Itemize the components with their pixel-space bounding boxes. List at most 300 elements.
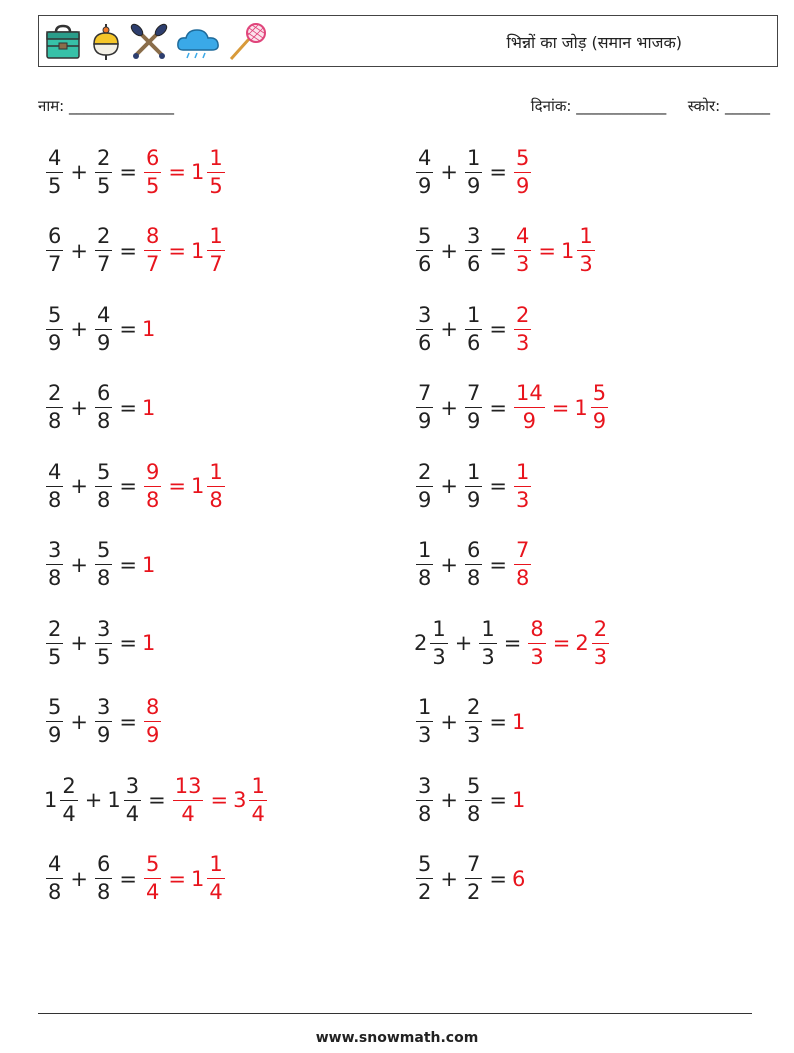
plus-sign: + — [70, 631, 88, 655]
answer-fraction — [142, 631, 156, 655]
denominator: 7 — [96, 252, 111, 276]
addend-a — [414, 697, 435, 746]
numerator: 7 — [416, 383, 433, 408]
fraction — [514, 459, 531, 512]
answer — [512, 710, 526, 734]
equals-sign: = — [168, 238, 186, 263]
fraction — [95, 697, 112, 746]
problem-item — [44, 687, 163, 757]
equals-sign: = — [148, 788, 166, 812]
butterfly-net-icon — [227, 22, 267, 62]
numerator: 4 — [416, 148, 433, 173]
denominator: 4 — [145, 880, 160, 904]
denominator: 7 — [209, 252, 223, 276]
equals-sign: = — [168, 474, 186, 498]
answer-fraction — [142, 553, 156, 577]
numerator: 1 — [430, 619, 447, 644]
problem-item — [414, 451, 533, 521]
numerator: 4 — [95, 305, 112, 330]
fraction — [207, 145, 224, 198]
fraction — [46, 459, 63, 512]
fraction — [46, 616, 63, 669]
equals-sign: = — [489, 788, 507, 812]
plus-sign: + — [70, 552, 88, 577]
numerator: 1 — [465, 305, 482, 330]
denominator: 8 — [96, 487, 111, 512]
denominator: 4 — [251, 801, 265, 826]
fraction — [465, 383, 482, 432]
addend-a — [44, 302, 65, 355]
problem-item — [44, 137, 227, 207]
answer-fraction — [512, 540, 533, 589]
equals-sign: = — [119, 160, 137, 184]
answer-fraction — [171, 773, 206, 826]
numerator: 5 — [416, 854, 433, 879]
fraction — [416, 383, 433, 432]
denominator: 3 — [579, 252, 593, 276]
numerator: 2 — [46, 619, 63, 644]
plus-sign: + — [440, 474, 458, 498]
numerator: 4 — [46, 462, 63, 487]
answer-fraction — [142, 697, 163, 746]
numerator: 3 — [46, 540, 63, 565]
numerator: 7 — [514, 540, 531, 565]
addend-a — [414, 854, 435, 903]
equals-sign: = — [489, 160, 507, 184]
answer-fraction — [526, 616, 547, 669]
fraction — [95, 854, 112, 903]
denominator: 6 — [418, 330, 432, 355]
denominator: 3 — [515, 487, 530, 512]
numerator: 2 — [514, 305, 531, 330]
fraction — [60, 773, 77, 826]
denominator: 8 — [466, 566, 481, 590]
problem-item — [44, 765, 269, 835]
problem-item — [414, 844, 526, 914]
fraction — [207, 854, 224, 903]
fraction — [416, 302, 433, 355]
plus-sign: + — [454, 631, 473, 655]
answer-mixed — [191, 854, 227, 903]
addend-b — [463, 459, 484, 512]
plus-sign: + — [440, 160, 458, 184]
answer — [142, 226, 227, 275]
addend-a — [414, 226, 435, 275]
fraction — [416, 226, 433, 275]
problem-item — [414, 373, 610, 443]
answer-fraction — [512, 383, 547, 432]
fraction — [144, 459, 161, 512]
numerator: 1 — [207, 226, 224, 251]
denominator: 3 — [432, 644, 446, 669]
numerator: 6 — [95, 383, 112, 408]
fraction — [207, 226, 224, 275]
addend-a — [414, 302, 435, 355]
answer-fraction — [142, 459, 163, 512]
denominator: 6 — [466, 252, 481, 276]
plus-sign: + — [70, 160, 88, 184]
addend-b — [463, 383, 484, 432]
addend-b — [93, 145, 114, 198]
answer-fraction — [512, 867, 526, 891]
addend-a — [44, 145, 65, 198]
numerator: 2 — [95, 226, 112, 251]
addend-a — [44, 540, 65, 589]
addend-b — [463, 145, 484, 198]
denominator: 8 — [48, 409, 62, 433]
answer-mixed — [191, 226, 227, 275]
answer — [142, 396, 156, 420]
addend-b — [107, 773, 143, 826]
answer-mixed — [574, 383, 610, 432]
denominator: 8 — [96, 566, 111, 590]
answer-fraction — [142, 317, 156, 341]
name-field — [38, 96, 174, 116]
addend-b — [463, 773, 484, 826]
equals-sign: = — [119, 395, 137, 420]
fraction — [416, 854, 433, 903]
numerator: 5 — [144, 854, 161, 879]
fraction — [577, 226, 594, 275]
addend-a — [44, 616, 65, 669]
problem-item — [414, 137, 533, 207]
numerator: 2 — [592, 619, 609, 644]
denominator: 3 — [466, 723, 481, 747]
fraction — [46, 540, 63, 589]
plus-sign: + — [70, 238, 88, 263]
plus-sign: + — [440, 395, 458, 420]
numerator: 6 — [95, 854, 112, 879]
addend-a — [44, 226, 65, 275]
answer-mixed — [561, 226, 597, 275]
numerator: 5 — [46, 305, 63, 330]
equals-sign: = — [503, 631, 522, 655]
problem-item — [414, 765, 526, 835]
denominator: 3 — [481, 644, 495, 669]
answer — [512, 867, 526, 891]
denominator: 4 — [209, 880, 223, 904]
numerator: 5 — [591, 383, 608, 408]
problem-item — [44, 530, 156, 600]
fraction — [249, 773, 266, 826]
addend-a — [44, 697, 65, 746]
fraction — [46, 145, 63, 198]
answer-mixed — [575, 616, 611, 669]
denominator: 9 — [522, 409, 537, 433]
plus-sign: + — [84, 788, 103, 812]
equals-sign: = — [489, 709, 507, 734]
fraction — [416, 540, 433, 589]
denominator: 3 — [593, 644, 608, 669]
numerator: 1 — [207, 148, 224, 173]
date-score-field — [531, 96, 770, 116]
equals-sign: = — [119, 552, 137, 577]
plus-sign: + — [440, 552, 458, 577]
denominator: 4 — [62, 801, 76, 826]
addend-a — [414, 540, 435, 589]
fraction — [514, 383, 545, 432]
addend-b — [93, 459, 114, 512]
answer — [512, 226, 597, 275]
problem-item — [414, 687, 526, 757]
fraction — [514, 302, 531, 355]
whole-number: 1 — [190, 238, 205, 263]
denominator: 9 — [145, 723, 160, 747]
date-blank: ____________ — [576, 97, 667, 115]
whole-number: 1 — [141, 631, 156, 655]
plus-sign: + — [70, 709, 88, 734]
denominator: 9 — [96, 723, 111, 747]
crossed-paddles-icon — [129, 22, 169, 62]
answer — [142, 317, 156, 341]
numerator: 13 — [173, 776, 204, 801]
denominator: 5 — [96, 173, 111, 198]
answer — [512, 459, 533, 512]
answer — [512, 383, 610, 432]
numerator: 2 — [95, 148, 112, 173]
answer-mixed — [190, 145, 227, 198]
addend-b — [93, 616, 114, 669]
denominator: 8 — [48, 566, 62, 590]
fraction — [46, 383, 63, 432]
addend-b — [463, 302, 484, 355]
denominator: 8 — [96, 880, 111, 904]
numerator: 6 — [144, 148, 161, 173]
equals-sign: = — [489, 866, 507, 891]
fraction — [465, 540, 482, 589]
numerator: 1 — [207, 462, 224, 487]
fraction — [416, 459, 433, 512]
denominator: 3 — [515, 330, 530, 355]
equals-sign: = — [552, 631, 571, 655]
worksheet-header — [38, 15, 778, 67]
fraction — [528, 616, 545, 669]
denominator: 9 — [48, 723, 62, 747]
fraction — [465, 773, 482, 826]
fraction — [173, 773, 204, 826]
addend-b — [93, 226, 114, 275]
answer — [512, 788, 526, 812]
equals-sign: = — [551, 395, 570, 420]
fraction — [465, 302, 482, 355]
numerator: 2 — [465, 697, 482, 722]
fraction — [124, 773, 141, 826]
numerator: 1 — [249, 776, 266, 801]
equals-sign: = — [168, 160, 186, 184]
denominator: 9 — [418, 173, 432, 198]
addend-b — [93, 854, 114, 903]
equals-sign: = — [119, 317, 137, 341]
denominator: 8 — [418, 801, 432, 826]
answer — [512, 145, 533, 198]
numerator: 14 — [514, 383, 545, 408]
numerator: 3 — [465, 226, 482, 251]
header-icons — [43, 20, 267, 64]
plus-sign: + — [70, 317, 88, 341]
denominator: 6 — [466, 330, 481, 355]
whole-number: 1 — [511, 709, 526, 734]
problem-item — [44, 373, 156, 443]
numerator: 1 — [416, 540, 433, 565]
denominator: 2 — [466, 880, 481, 904]
numerator: 1 — [416, 697, 433, 722]
denominator: 8 — [418, 566, 432, 590]
equals-sign: = — [119, 474, 137, 498]
problem-item — [414, 216, 597, 286]
addend-b — [463, 226, 484, 275]
problem-item — [44, 216, 227, 286]
whole-number: 2 — [575, 631, 589, 655]
numerator: 5 — [95, 540, 112, 565]
answer — [512, 302, 533, 355]
equals-sign: = — [119, 709, 137, 734]
denominator: 7 — [145, 252, 160, 276]
fraction — [465, 459, 482, 512]
addend-b — [93, 383, 114, 432]
answer-fraction — [142, 854, 163, 903]
denominator: 8 — [48, 487, 62, 512]
fraction — [144, 697, 161, 746]
numerator: 1 — [207, 854, 224, 879]
answer-fraction — [142, 396, 156, 420]
numerator: 7 — [465, 854, 482, 879]
plus-sign: + — [440, 866, 458, 891]
whole-number: 1 — [107, 788, 121, 812]
numerator: 7 — [465, 383, 482, 408]
numerator: 6 — [46, 226, 63, 251]
denominator: 5 — [48, 644, 62, 669]
fraction — [416, 773, 433, 826]
denominator: 4 — [125, 801, 140, 826]
addend-a — [414, 773, 435, 826]
problem-item — [44, 294, 156, 364]
numerator: 9 — [144, 462, 161, 487]
denominator: 5 — [96, 644, 111, 669]
answer-fraction — [512, 302, 533, 355]
equals-sign: = — [119, 238, 137, 263]
fraction — [479, 616, 496, 669]
addend-a — [44, 383, 65, 432]
whole-number: 1 — [190, 160, 205, 184]
numerator: 1 — [577, 226, 594, 251]
numerator: 8 — [528, 619, 545, 644]
equals-sign: = — [489, 238, 507, 263]
name-label: नाम: — [38, 97, 65, 115]
problem-item — [44, 608, 156, 678]
fraction — [46, 302, 63, 355]
fraction — [591, 383, 608, 432]
denominator: 8 — [466, 801, 481, 826]
denominator: 3 — [515, 252, 530, 276]
footer-site: www.snowmath.com — [315, 1030, 479, 1046]
answer — [142, 553, 156, 577]
numerator: 3 — [95, 697, 112, 722]
denominator: 9 — [466, 173, 481, 198]
denominator: 3 — [418, 723, 432, 747]
answer — [142, 145, 227, 198]
denominator: 8 — [145, 487, 160, 512]
numerator: 2 — [60, 776, 77, 801]
numerator: 3 — [416, 305, 433, 330]
denominator: 5 — [145, 173, 160, 198]
plus-sign: + — [440, 317, 458, 341]
addend-a — [44, 459, 65, 512]
addend-b — [93, 697, 114, 746]
fraction — [465, 854, 482, 903]
addend-a — [414, 616, 450, 669]
numerator: 4 — [514, 226, 531, 251]
fraction — [95, 540, 112, 589]
whole-number: 1 — [141, 552, 156, 577]
answer-fraction — [512, 145, 533, 198]
fraction — [144, 145, 161, 198]
numerator: 8 — [144, 697, 161, 722]
date-label: दिनांक: — [530, 97, 572, 115]
whole-number: 1 — [190, 474, 205, 498]
denominator: 8 — [209, 487, 223, 512]
fraction — [592, 616, 609, 669]
answer-mixed — [233, 773, 269, 826]
equals-sign: = — [489, 395, 507, 420]
numerator: 5 — [46, 697, 63, 722]
whole-number: 6 — [511, 866, 526, 891]
toolbox-icon — [43, 22, 83, 62]
denominator: 8 — [515, 566, 530, 590]
denominator: 3 — [530, 644, 544, 669]
answer-fraction — [142, 226, 163, 275]
footer-divider — [38, 1013, 752, 1014]
fraction — [95, 145, 112, 198]
addend-b — [93, 540, 114, 589]
addend-b — [463, 854, 484, 903]
fraction — [95, 226, 112, 275]
whole-number: 1 — [574, 395, 588, 420]
denominator: 2 — [418, 880, 432, 904]
fraction — [465, 226, 482, 275]
problem-item — [44, 451, 227, 521]
denominator: 9 — [466, 487, 481, 512]
numerator: 1 — [514, 462, 531, 487]
answer — [526, 616, 611, 669]
numerator: 1 — [479, 619, 496, 644]
whole-number: 2 — [414, 631, 428, 655]
answer-fraction — [142, 145, 163, 198]
name-blank: ______________ — [69, 97, 175, 115]
denominator: 9 — [592, 409, 607, 433]
addend-a — [44, 773, 80, 826]
answer — [142, 697, 163, 746]
addend-b — [463, 540, 484, 589]
equals-sign: = — [210, 788, 229, 812]
plus-sign: + — [70, 474, 88, 498]
answer-fraction — [512, 788, 526, 812]
whole-number: 1 — [141, 395, 156, 420]
rain-cloud-icon — [175, 22, 221, 62]
denominator: 5 — [209, 173, 223, 198]
plus-sign: + — [70, 866, 88, 891]
fraction — [416, 697, 433, 746]
whole-number: 1 — [190, 866, 205, 891]
denominator: 6 — [418, 252, 432, 276]
equals-sign: = — [489, 317, 507, 341]
addend-a — [414, 145, 435, 198]
fraction — [514, 540, 531, 589]
numerator: 5 — [416, 226, 433, 251]
numerator: 2 — [46, 383, 63, 408]
problem-item — [414, 608, 611, 678]
denominator: 4 — [181, 801, 195, 826]
whole-number: 3 — [233, 788, 247, 812]
